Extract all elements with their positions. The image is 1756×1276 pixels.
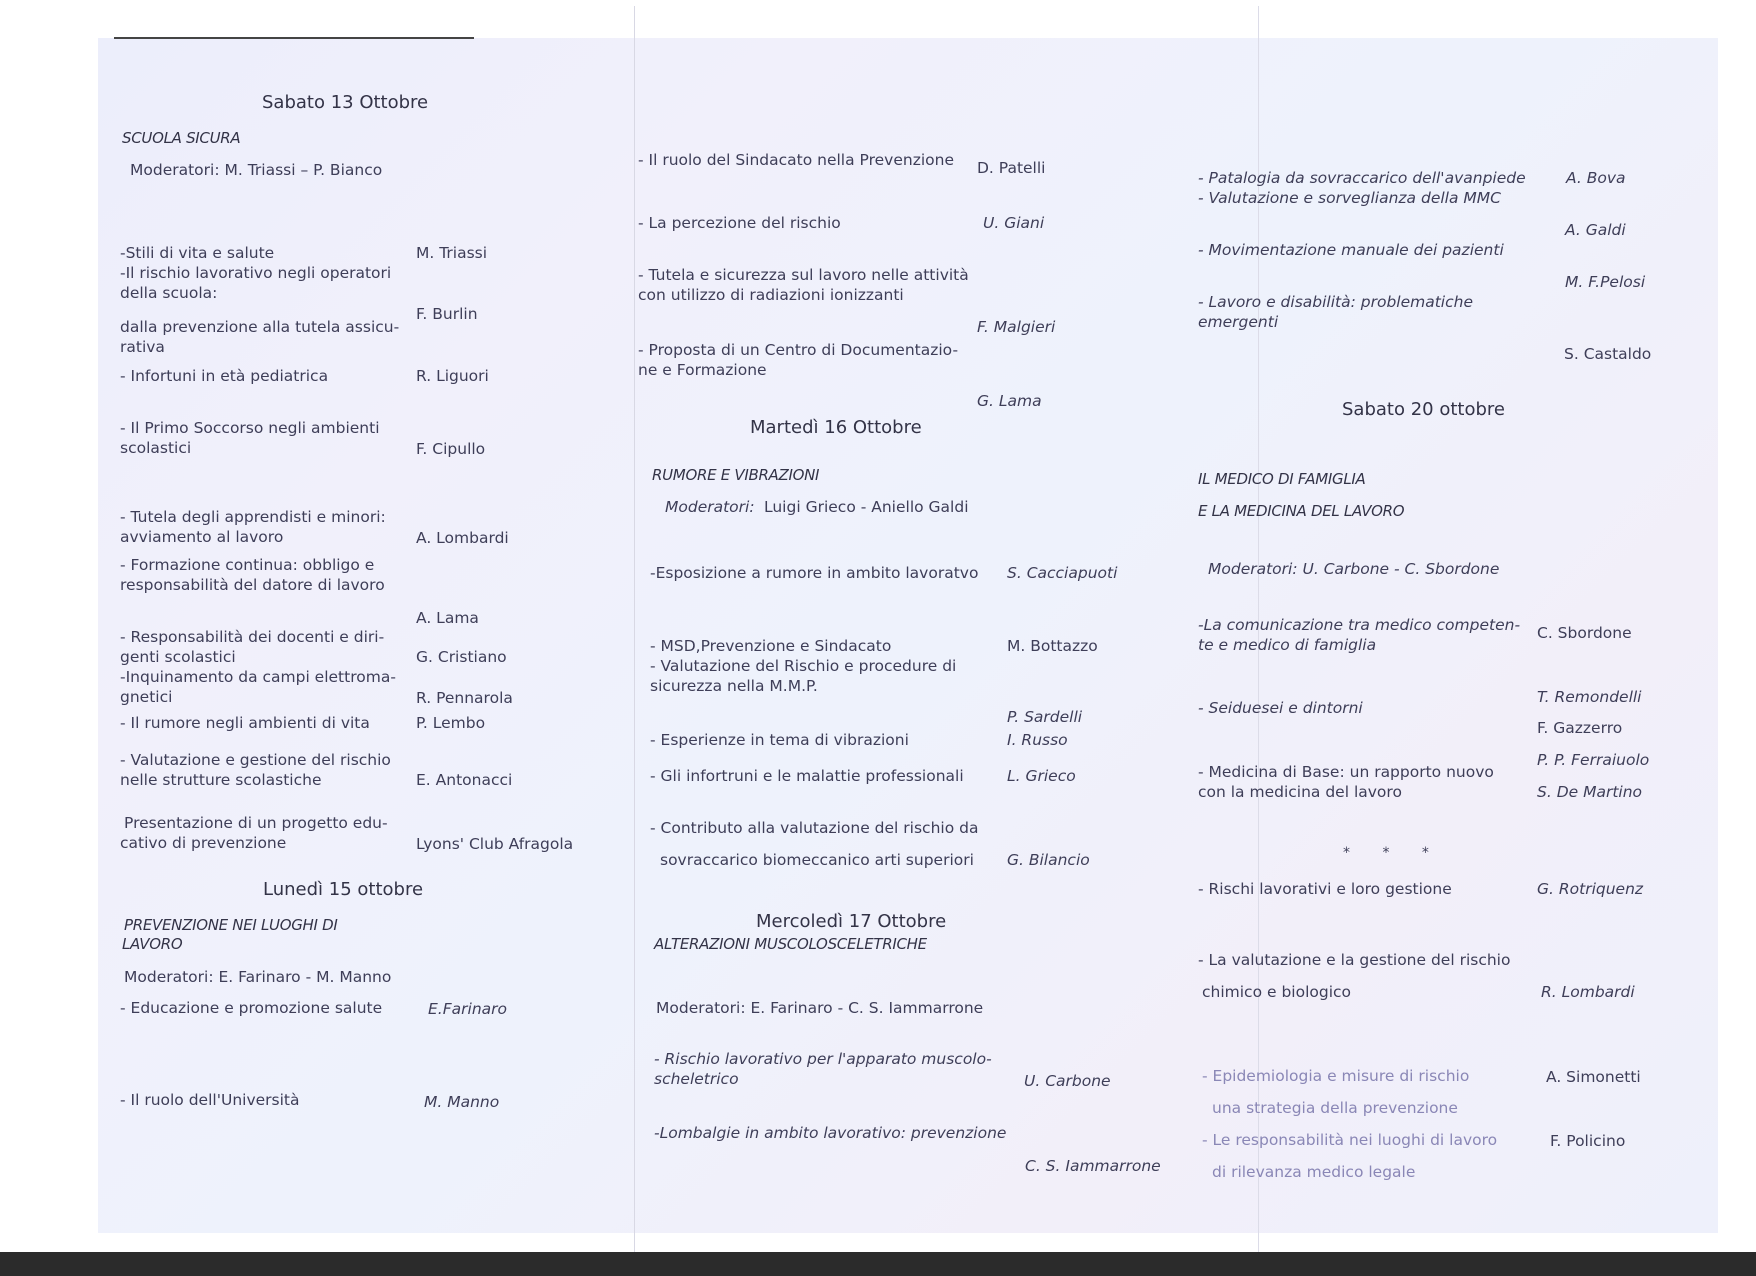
speaker: A. Simonetti [1546, 1068, 1641, 1086]
program-item: - Responsabilità dei docenti e diri- [120, 628, 385, 646]
program-item: - MSD,Prevenzione e Sindacato [650, 637, 892, 655]
moderators: Moderatori: M. Triassi – P. Bianco [130, 161, 383, 179]
program-item: - Medicina di Base: un rapporto nuovo [1198, 763, 1494, 781]
program-item: - Lavoro e disabilità: problematiche [1198, 293, 1473, 311]
speaker: S. Cacciapuoti [1007, 564, 1118, 582]
program-item: -Lombalgie in ambito lavorativo: prevenzione [654, 1124, 1007, 1142]
speaker: G. Lama [977, 392, 1042, 410]
section-title: E LA MEDICINA DEL LAVORO [1198, 502, 1405, 520]
program-item: della scuola: [120, 284, 218, 302]
program-item: - Formazione continua: obbligo e [120, 556, 375, 574]
speaker: C. Sbordone [1537, 624, 1632, 642]
program-item: - Valutazione e sorveglianza della MMC [1198, 189, 1501, 207]
speaker: U. Carbone [1024, 1072, 1111, 1090]
program-item: - Epidemiologia e misure di rischio [1202, 1067, 1470, 1085]
speaker: F. Cipullo [416, 440, 486, 458]
program-item: - Il Primo Soccorso negli ambienti [120, 419, 380, 437]
speaker: F. Gazzerro [1537, 719, 1623, 737]
program-item: - Rischi lavorativi e loro gestione [1198, 880, 1452, 898]
program-item: di rilevanza medico legale [1212, 1163, 1416, 1181]
moderators: Luigi Grieco - Aniello Galdi [764, 498, 969, 516]
speaker: P. Lembo [416, 714, 486, 732]
speaker: R. Lombardi [1541, 983, 1635, 1001]
program-item: - La valutazione e la gestione del rischio [1198, 951, 1511, 969]
speaker: M. Manno [424, 1093, 500, 1111]
speaker: M. Bottazzo [1007, 637, 1098, 655]
speaker: E.Farinaro [428, 1000, 507, 1018]
program-item: con la medicina del lavoro [1198, 783, 1402, 801]
program-item: - Rischio lavorativo per l'apparato muscolo- [654, 1050, 992, 1068]
speaker: U. Giani [983, 214, 1045, 232]
speaker: A. Lombardi [416, 529, 509, 547]
day-heading: Lunedì 15 ottobre [263, 879, 424, 900]
speaker: A. Galdi [1565, 221, 1626, 239]
program-item: - La percezione del rischio [638, 214, 841, 232]
scan-bottom-edge [0, 1252, 1756, 1276]
speaker: M. Triassi [416, 244, 488, 262]
speaker: D. Patelli [977, 159, 1046, 177]
program-item: nelle strutture scolastiche [120, 771, 322, 789]
program-item: ne e Formazione [638, 361, 767, 379]
section-title: ALTERAZIONI MUSCOLOSCELETRICHE [654, 935, 927, 953]
program-item: sovraccarico biomeccanico arti superiori [660, 851, 974, 869]
day-heading: Sabato 13 Ottobre [262, 92, 429, 113]
program-item: Presentazione di un progetto edu- [124, 814, 388, 832]
program-item: -Inquinamento da campi elettroma- [120, 668, 396, 686]
program-item: - Patalogia da sovraccarico dell'avanpiede [1198, 169, 1526, 187]
program-item: -Stili di vita e salute [120, 244, 275, 262]
speaker: R. Liguori [416, 367, 489, 385]
speaker: A. Lama [416, 609, 479, 627]
program-item: cativo di prevenzione [120, 834, 287, 852]
program-item: -Il rischio lavorativo negli operatori [120, 264, 392, 282]
speaker: F. Malgieri [977, 318, 1056, 336]
program-item: - Seiduesei e dintorni [1198, 699, 1363, 717]
program-item: - Educazione e promozione salute [120, 999, 383, 1017]
program-item: sicurezza nella M.M.P. [650, 677, 818, 695]
speaker: P. Sardelli [1007, 708, 1083, 726]
speaker: F. Burlin [416, 305, 478, 323]
program-item: rativa [120, 338, 165, 356]
program-item: genti scolastici [120, 648, 236, 666]
program-item: - Le responsabilità nei luoghi di lavoro [1202, 1131, 1498, 1149]
program-item: - Tutela e sicurezza sul lavoro nelle attività [638, 266, 969, 284]
moderators: Moderatori: E. Farinaro - M. Manno [124, 968, 392, 986]
program-item: - Proposta di un Centro di Documentazio- [638, 341, 959, 359]
program-item: avviamento al lavoro [120, 528, 284, 546]
speaker: C. S. Iammarrone [1025, 1157, 1161, 1175]
speaker: M. F.Pelosi [1565, 273, 1646, 291]
section-title: IL MEDICO DI FAMIGLIA [1198, 470, 1366, 488]
program-item: -La comunicazione tra medico competen- [1198, 616, 1521, 634]
speaker: E. Antonacci [416, 771, 513, 789]
program-item: - Gli infortruni e le malattie professionali [650, 767, 964, 785]
speaker: L. Grieco [1007, 767, 1076, 785]
section-title: SCUOLA SICURA [122, 129, 241, 147]
speaker: I. Russo [1007, 731, 1068, 749]
speaker: A. Bova [1566, 169, 1626, 187]
program-item: emergenti [1198, 313, 1279, 331]
speaker: S. Castaldo [1564, 345, 1652, 363]
program-item: scheletrico [654, 1070, 739, 1088]
program-item: gnetici [120, 688, 173, 706]
speaker: Lyons' Club Afragola [416, 835, 574, 853]
program-item: te e medico di famiglia [1198, 636, 1377, 654]
speaker: G. Cristiano [416, 648, 507, 666]
program-item: chimico e biologico [1202, 983, 1352, 1001]
scan-left-margin [0, 0, 34, 1276]
program-item: con utilizzo di radiazioni ionizzanti [638, 286, 904, 304]
program-item: - Contributo alla valutazione del rischio da [650, 819, 979, 837]
program-item: una strategia della prevenzione [1212, 1099, 1458, 1117]
program-item: - Infortuni in età pediatrica [120, 367, 329, 385]
program-item: - Il ruolo dell'Università [120, 1091, 300, 1109]
program-item: - Valutazione e gestione del rischio [120, 751, 391, 769]
program-item: - Il rumore negli ambienti di vita [120, 714, 370, 732]
program-item: - Esperienze in tema di vibrazioni [650, 731, 909, 749]
speaker: G. Bilancio [1007, 851, 1090, 869]
day-heading: Martedì 16 Ottobre [750, 417, 922, 438]
moderators: Moderatori: U. Carbone - C. Sbordone [1208, 560, 1500, 578]
speaker: P. P. Ferraiuolo [1537, 751, 1650, 769]
program-item: responsabilità del datore di lavoro [120, 576, 385, 594]
day-heading: Mercoledì 17 Ottobre [756, 911, 947, 932]
section-title: PREVENZIONE NEI LUOGHI DI [124, 916, 338, 934]
section-title: LAVORO [122, 935, 183, 953]
program-item: dalla prevenzione alla tutela assicu- [120, 318, 400, 336]
speaker: G. Rotriquenz [1537, 880, 1644, 898]
program-item: - Valutazione del Rischio e procedure di [650, 657, 957, 675]
fold-line-left [634, 6, 635, 1252]
program-item: - Il ruolo del Sindacato nella Prevenzione [638, 151, 955, 169]
program-item: - Tutela degli apprendisti e minori: [120, 508, 386, 526]
speaker: S. De Martino [1537, 783, 1643, 801]
moderators: Moderatori: E. Farinaro - C. S. Iammarrone [656, 999, 984, 1017]
moderators-label: Moderatori: [665, 498, 755, 516]
speaker: R. Pennarola [416, 689, 513, 707]
section-title: RUMORE E VIBRAZIONI [652, 466, 820, 484]
program-item: - Movimentazione manuale dei pazienti [1198, 241, 1504, 259]
speaker: F. Policino [1550, 1132, 1626, 1150]
day-heading: Sabato 20 ottobre [1342, 399, 1505, 420]
speaker: T. Remondelli [1537, 688, 1642, 706]
top-rule [114, 37, 474, 39]
program-item: -Esposizione a rumore in ambito lavoratvo [650, 564, 979, 582]
program-item: scolastici [120, 439, 192, 457]
separator-dots: * * * [1343, 845, 1443, 861]
